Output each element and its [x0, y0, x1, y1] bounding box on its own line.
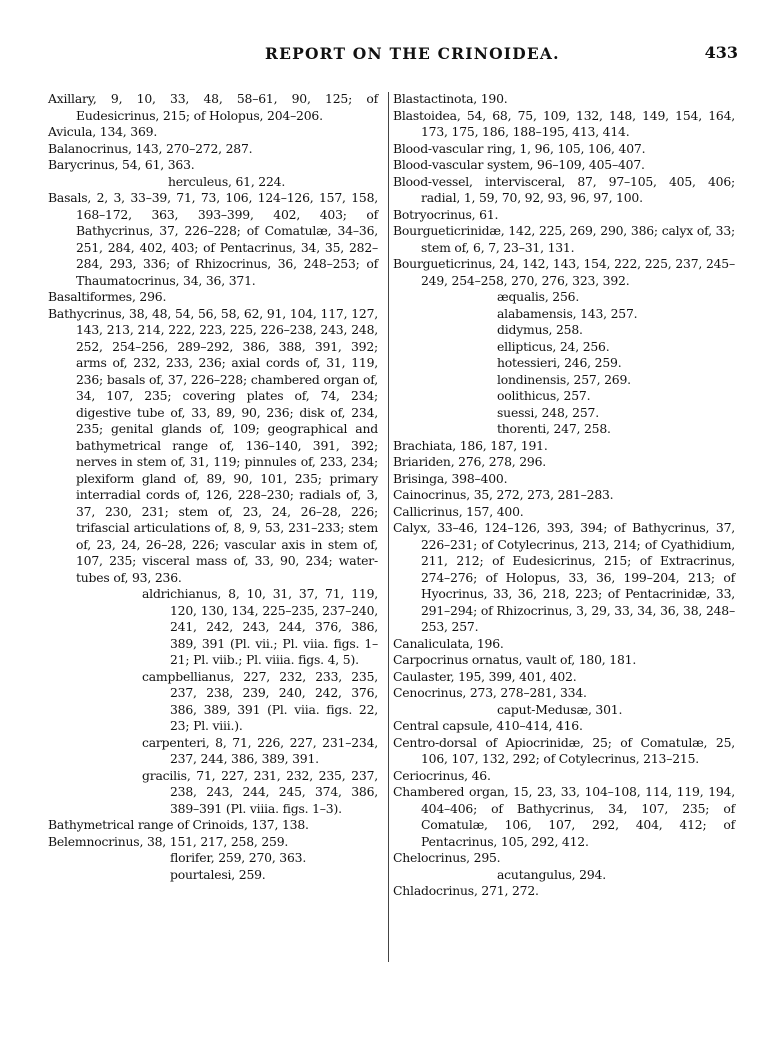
index-column-left: [48, 91, 378, 883]
index-entry: Caulaster, 195, 399, 401, 402.: [393, 668, 577, 684]
index-entry: Cenocrinus, 273, 278–281, 334.: [393, 685, 587, 700]
index-entry: Bourgueticrinus, 24, 142, 143, 154, 222, 225, 237, 245–249, 254–258, 270, 276, 323, 392.: [393, 256, 735, 288]
index-entry: alabamensis, 143, 257.: [497, 305, 638, 321]
index-entry: gracilis, 71, 227, 231, 232, 235, 237, 238, 243, 244, 245, 374, 386, 389–391 (Pl. viiia. figs. 1–3).: [142, 767, 378, 816]
page-number: 433: [704, 43, 738, 62]
index-entry: Basals, 2, 3, 33–39, 71, 73, 106, 124–126, 157, 158, 168–172, 363, 393–399, 402, 403; of Bathycrinus, 37, 226–228; of Comatulæ, 34–36, 251, 284, 402, 403; of Pentacrinus, 34, 35, 282–284, 293, 336; of Rhizocrinus, 36, 248–253; of Thaumatocrinus, 34, 36, 371.: [48, 190, 378, 288]
index-entry: Centro-dorsal of Apiocrinidæ, 25; of Comatulæ, 25, 106, 107, 132, 292; of Cotylecrinus, 213–215.: [393, 734, 735, 766]
index-entry: carpenteri, 8, 71, 226, 227, 231–234, 237, 244, 386, 389, 391.: [142, 734, 378, 766]
index-entry: caput-Medusæ, 301.: [497, 701, 623, 717]
index-entry: Central capsule, 410–414, 416.: [393, 718, 583, 733]
index-entry: æqualis, 256.: [497, 289, 580, 304]
index-entry: didymus, 258.: [497, 322, 583, 337]
index-entry: Belemnocrinus, 38, 151, 217, 258, 259.: [48, 833, 289, 849]
index-entry: acutangulus, 294.: [497, 866, 606, 882]
index-entry: Blastactinota, 190.: [393, 91, 508, 106]
index-entry: Carpocrinus ornatus, vault of, 180, 181.: [393, 652, 637, 667]
index-entry: Chladocrinus, 271, 272.: [393, 883, 539, 898]
index-entry: Avicula, 134, 369.: [48, 124, 158, 139]
index-entry: Blood-vascular ring, 1, 96, 105, 106, 407.: [393, 140, 646, 156]
index-entry: Briariden, 276, 278, 296.: [393, 454, 547, 469]
index-entry: Bathycrinus, 38, 48, 54, 56, 58, 62, 91, 104, 117, 127, 143, 213, 214, 222, 223, 225, 226–238, 243, 248, 252, 254–256, 289–292, 386, 388, 391, 392; arms of, 232, 233, 236; axial cords of, 31, 119, 236; basals of, 37, 226–228; chambered organ of, 34, 107, 235; covering plates of, 74, 234; digestive tube of, 33, 89, 90, 236; disk of, 234, 235; genital glands of, 109; geographical and bathymetrical range of, 136–140, 391, 392; nerves in stem of, 31, 119; pinnules of, 233, 234; plexiform gland of, 89, 90, 101, 235; primary interradial cords of, 126, 228–230; radials of, 3, 37, 230, 231; stem of, 23, 24, 26–28, 226; trifascial articulations of, 8, 9, 53, 231–233; stem of, 23, 24, 26–28, 226; vascular axis in stem of, 107, 235; visceral mass of, 33, 90, 234; water-tubes of, 93, 236.: [48, 305, 378, 585]
index-entry: Chelocrinus, 295.: [393, 850, 501, 865]
index-entry: Botryocrinus, 61.: [393, 206, 499, 222]
index-entry: oolithicus, 257.: [497, 388, 591, 403]
index-entry: Callicrinus, 157, 400.: [393, 503, 524, 519]
index-entry: Basaltiformes, 296.: [48, 289, 167, 304]
index-entry: florifer, 259, 270, 363.: [170, 850, 307, 865]
running-header: [0, 44, 776, 72]
index-entry: londinensis, 257, 269.: [497, 371, 631, 387]
index-entry: Axillary, 9, 10, 33, 48, 58–61, 90, 125; of Eudesicrinus, 215; of Holopus, 204–206.: [48, 91, 378, 123]
index-entry: herculeus, 61, 224.: [168, 173, 286, 189]
index-entry: suessi, 248, 257.: [497, 404, 599, 420]
index-entry: Blastoidea, 54, 68, 75, 109, 132, 148, 149, 154, 164, 173, 175, 186, 188–195, 413, 414.: [393, 107, 735, 139]
index-entry: Bourgueticrinidæ, 142, 225, 269, 290, 386; calyx of, 33; stem of, 6, 7, 23–31, 131.: [393, 223, 735, 255]
index-entry: Calyx, 33–46, 124–126, 393, 394; of Bathycrinus, 37, 226–231; of Cotylecrinus, 213, 214; of Cyathidium, 211, 212; of Eudesicrinus, 215; of Extracrinus, 274–276; of Holopus, 33, 36, 199–204, 213; of Hyocrinus, 33, 36, 218, 223; of Pentacrinidæ, 33, 291–294; of Rhizocrinus, 3, 29, 33, 34, 36, 38, 248–253, 257.: [393, 520, 735, 634]
index-entry: Bathymetrical range of Crinoids, 137, 138.: [48, 817, 309, 832]
index-entry: Brachiata, 186, 187, 191.: [393, 437, 548, 453]
index-entry: Blood-vessel, intervisceral, 87, 97–105, 405, 406; radial, 1, 59, 70, 92, 93, 96, 97, 100.: [393, 173, 735, 205]
index-entry: Barycrinus, 54, 61, 363.: [48, 157, 195, 172]
index-entry: Cainocrinus, 35, 272, 273, 281–283.: [393, 487, 614, 502]
index-entry: Blood-vascular system, 96–109, 405–407.: [393, 157, 645, 172]
index-entry: Brisinga, 398–400.: [393, 470, 508, 486]
index-entry: ellipticus, 24, 256.: [497, 338, 610, 354]
index-entry: Chambered organ, 15, 23, 33, 104–108, 114, 119, 194, 404–406; of Bathycrinus, 34, 107, 235; of Comatulæ, 106, 107, 292, 404, 412; of Pentacrinus, 105, 292, 412.: [393, 784, 735, 849]
page-title: REPORT ON THE CRINOIDEA.: [265, 44, 560, 63]
index-entry: Balanocrinus, 143, 270–272, 287.: [48, 140, 253, 156]
index-entry: hotessieri, 246, 259.: [497, 355, 622, 370]
column-divider: [388, 92, 389, 962]
index-entry: Canaliculata, 196.: [393, 635, 504, 651]
index-column-right: [393, 91, 735, 900]
index-entry: aldrichianus, 8, 10, 31, 37, 71, 119, 120, 130, 134, 225–235, 237–240, 241, 242, 243, 244, 376, 386, 389, 391 (Pl. vii.; Pl. viia. figs. 1–21; Pl. viib.; Pl. viiia. figs. 4, 5).: [142, 586, 378, 667]
index-entry: thorenti, 247, 258.: [497, 421, 611, 436]
index-entry: campbellianus, 227, 232, 233, 235, 237, 238, 239, 240, 242, 376, 386, 389, 391 (Pl. viia. figs. 22, 23; Pl. viii.).: [142, 668, 378, 733]
index-entry: Ceriocrinus, 46.: [393, 767, 491, 783]
index-entry: pourtalesi, 259.: [170, 866, 266, 882]
